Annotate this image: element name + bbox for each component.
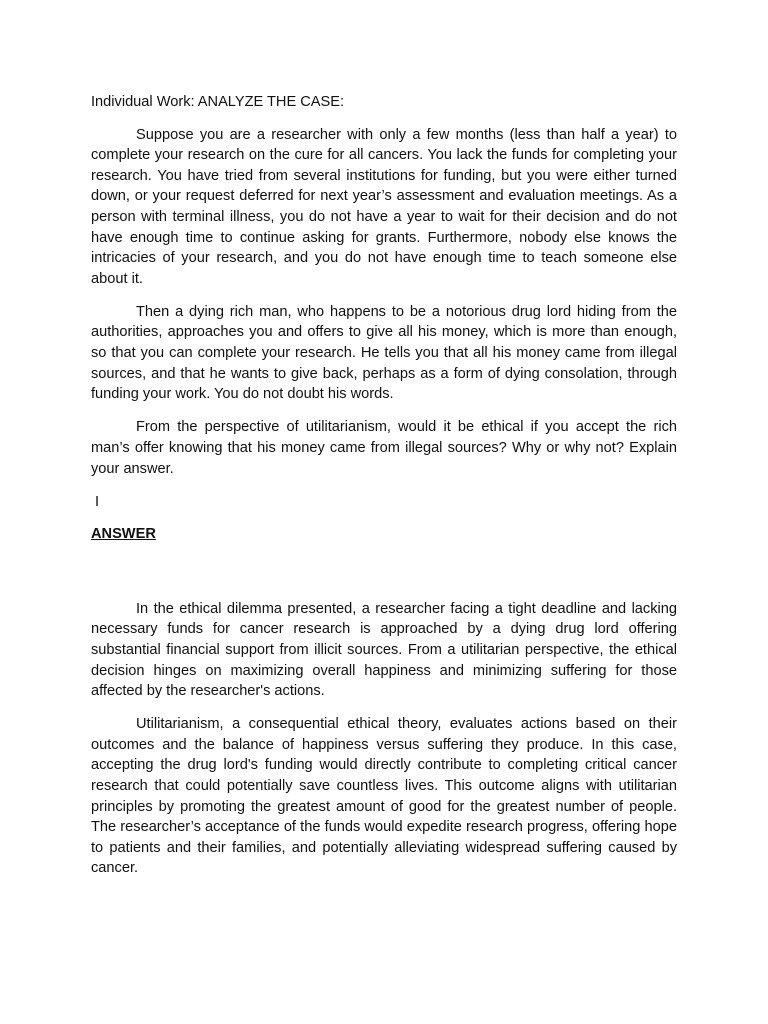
document-heading: Individual Work: ANALYZE THE CASE: (91, 94, 345, 110)
text-cursor-mark: I (95, 493, 100, 510)
document-page (91, 92, 677, 892)
case-paragraph-3: From the perspective of utilitarianism, would it be ethical if you accept the rich man’s offer knowing that his money came from illegal sources? Why or why not? Explain your answer. (91, 419, 677, 477)
case-paragraph-2: Then a dying rich man, who happens to be a notorious drug lord hiding from the authorities, approaches you and offers to give all his money, which is more than enough, so that you can complete your research. He tells you that all his money came from illegal sources, and that he wants to give back, perhaps as a form of dying consolation, through funding your work. You do not doubt his words. (91, 303, 677, 403)
case-paragraph-1: Suppose you are a researcher with only a few months (less than half a year) to complete your research on the cure for all cancers. You lack the funds for completing your research. You have tried from several institutions for funding, but you were either turned down, or your request deferred for next year’s assessment and evaluation meetings. As a person with terminal illness, you do not have a year to wait for their decision and do not have enough time to continue asking for grants. Furthermore, nobody else knows the intricacies of your research, and you do not have enough time to teach someone else about it. (91, 126, 677, 287)
answer-paragraph-1: In the ethical dilemma presented, a researcher facing a tight deadline and lacking necessary funds for cancer research is approached by a dying drug lord offering substantial financial support from illicit sources. From a utilitarian perspective, the ethical decision hinges on maximizing overall happiness and minimizing suffering for those affected by the researcher's actions. (91, 600, 677, 700)
answer-heading: ANSWER (91, 526, 156, 543)
answer-paragraph-2: Utilitarianism, a consequential ethical theory, evaluates actions based on their outcomes and the balance of happiness versus suffering they produce. In this case, accepting the drug lord's funding would directly contribute to completing critical cancer research that could potentially save countless lives. This outcome aligns with utilitarian principles by promoting the greatest amount of good for the greatest number of people. The researcher’s acceptance of the funds would expedite research progress, offering hope to patients and their families, and potentially alleviating widespread suffering caused by cancer. (91, 716, 677, 877)
